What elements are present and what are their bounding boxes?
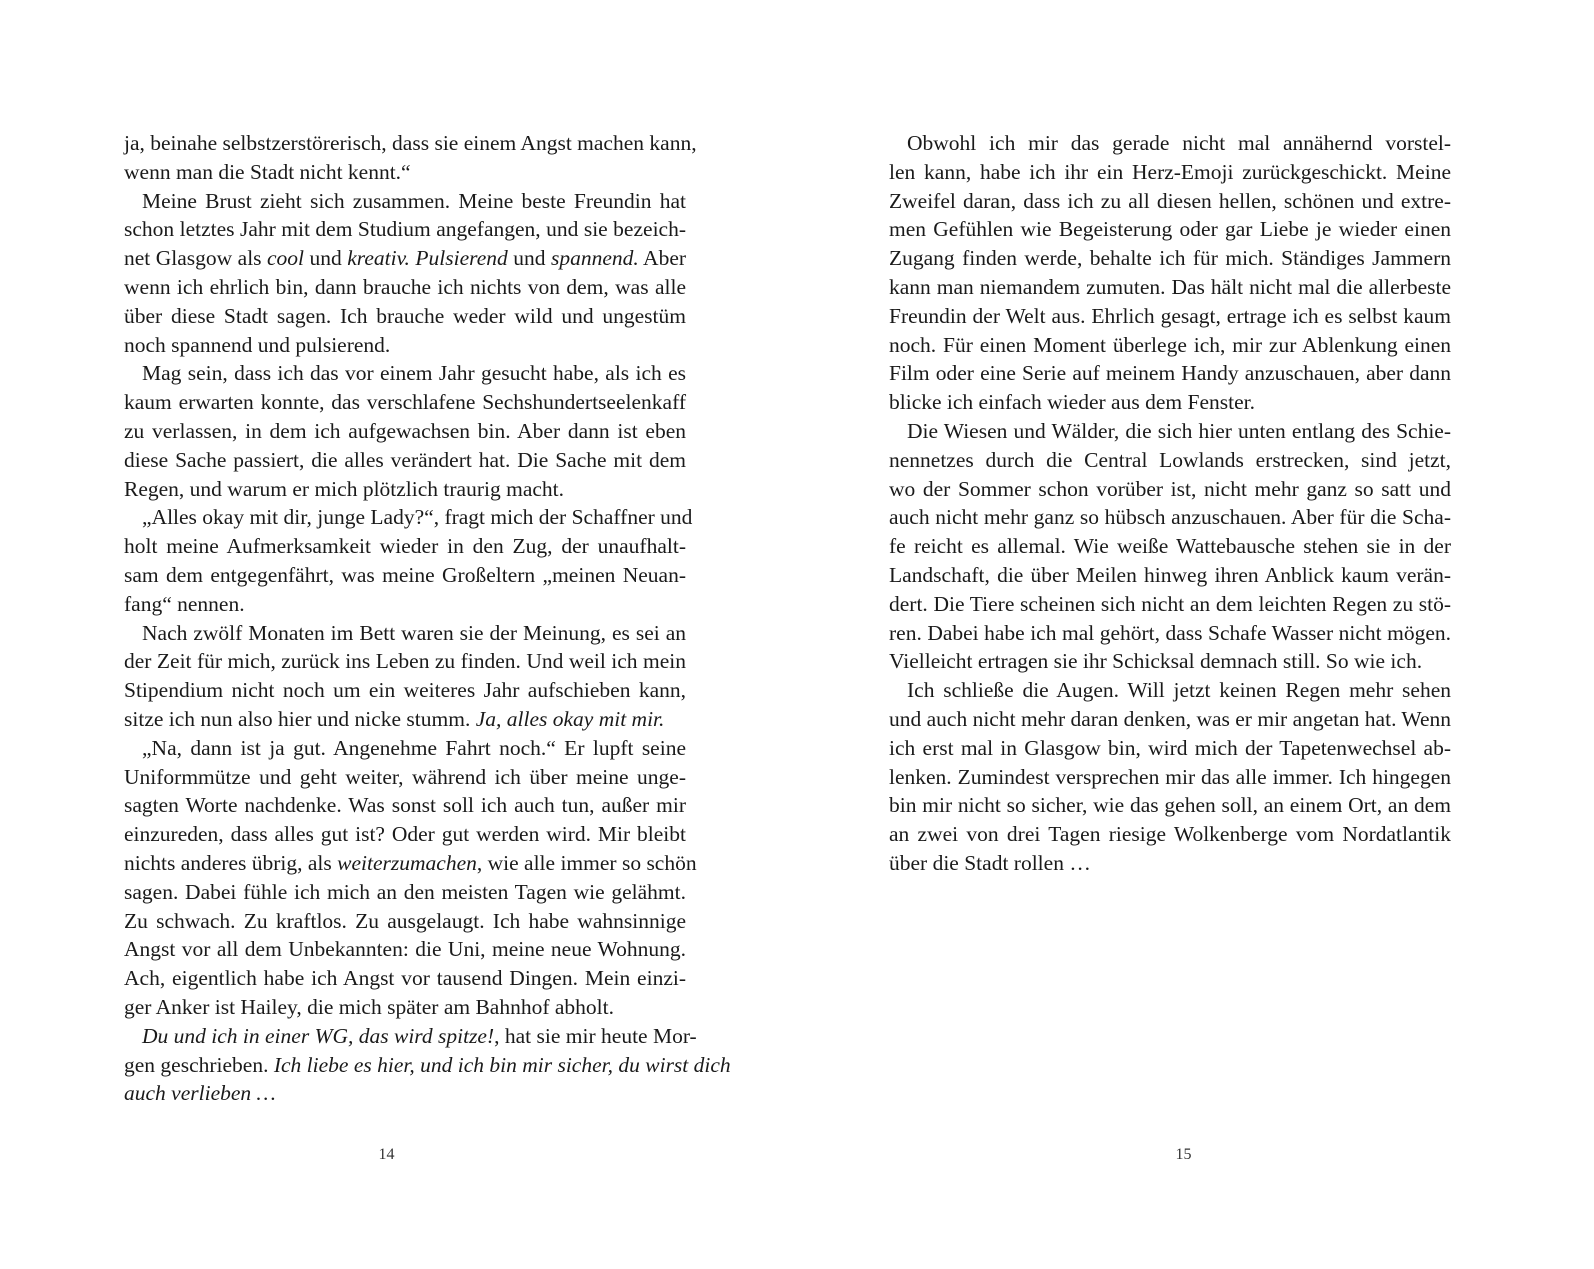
- text-line: Stipendium nicht noch um ein weiteres Jahr aufschieben kann,: [124, 678, 686, 703]
- text-line: dert. Die Tiere scheinen sich nicht an dem leichten Regen zu stö-: [889, 591, 1451, 616]
- text-line: len kann, habe ich ihr ein Herz-Emoji zurückgeschickt. Meine: [889, 159, 1451, 184]
- text-line: ja, beinahe selbstzerstörerisch, dass sie einem Angst machen kann,: [124, 131, 697, 155]
- text-line: Zu schwach. Zu kraftlos. Zu ausgelaugt. Ich habe wahnsinnige: [124, 908, 686, 933]
- text-line: schon letztes Jahr mit dem Studium angefangen, und sie bezeich-: [124, 217, 686, 242]
- text-line: noch spannend und pulsierend.: [124, 332, 391, 357]
- text-line: Meine Brust zieht sich zusammen. Meine beste Freundin hat: [142, 188, 686, 213]
- text-line: Mag sein, dass ich das vor einem Jahr gesucht habe, als ich es: [142, 361, 686, 386]
- right-page-number: 15: [1175, 1146, 1192, 1163]
- text-line: der Zeit für mich, zurück ins Leben zu finden. Und weil ich mein: [124, 649, 686, 674]
- text-line: Uniformmütze und geht weiter, während ich über meine unge-: [124, 764, 686, 789]
- text-line: und auch nicht mehr daran denken, was er mir angetan hat. Wenn: [889, 706, 1452, 731]
- text-line: nennetzes durch die Central Lowlands erstrecken, sind jetzt,: [889, 447, 1451, 472]
- text-line: net Glasgow als cool und kreativ. Pulsierend und spannend. Aber: [124, 246, 687, 271]
- text-line: kann man niemandem zumuten. Das hält nicht mal die allerbeste: [889, 274, 1451, 299]
- text-line: ger Anker ist Hailey, die mich später am Bahnhof abholt.: [124, 994, 614, 1019]
- text-line: sagten Worte nachdenke. Was sonst soll ich auch tun, außer mir: [124, 793, 686, 818]
- right-page: [797, 0, 1594, 1269]
- text-line: sagen. Dabei fühle ich mich an den meisten Tagen wie gelähmt.: [124, 879, 686, 904]
- text-line: über die Stadt rollen …: [889, 850, 1091, 875]
- text-line: sam dem entgegenfährt, was meine Großeltern „meinen Neuan-: [124, 562, 686, 587]
- left-page-number: 14: [378, 1146, 395, 1163]
- right-page-text: [889, 129, 1451, 878]
- text-line: auch nicht mehr ganz so hübsch anzuschauen. Aber für die Scha-: [889, 505, 1451, 530]
- text-line: einzureden, dass alles gut ist? Oder gut werden wird. Mir bleibt: [124, 822, 686, 847]
- text-line: men Gefühlen wie Begeisterung oder gar Liebe je wieder einen: [889, 217, 1451, 242]
- text-line: Freundin der Welt aus. Ehrlich gesagt, ertrage ich es selbst kaum: [889, 303, 1451, 328]
- text-line: blicke ich einfach wieder aus dem Fenster.: [889, 390, 1255, 415]
- text-line: bin mir nicht so sicher, wie das gehen soll, an einem Ort, an dem: [889, 793, 1451, 818]
- text-line: Nach zwölf Monaten im Bett waren sie der Meinung, es sei an: [142, 620, 686, 645]
- text-line: lenken. Zumindest versprechen mir das alle immer. Ich hingegen: [889, 764, 1451, 789]
- text-line: wenn ich ehrlich bin, dann brauche ich nichts von dem, was alle: [124, 274, 686, 299]
- text-line: Regen, und warum er mich plötzlich traurig macht.: [124, 476, 565, 501]
- text-line: fang“ nennen.: [124, 591, 245, 616]
- text-line: „Alles okay mit dir, junge Lady?“, fragt mich der Schaffner und: [142, 505, 693, 530]
- text-line: diese Sache passiert, die alles verändert hat. Die Sache mit dem: [124, 447, 686, 472]
- text-line: Die Wiesen und Wälder, die sich hier unten entlang des Schie-: [907, 418, 1451, 443]
- text-line: wenn man die Stadt nicht kennt.“: [124, 159, 411, 184]
- text-line: nichts anderes übrig, als weiterzumachen, wie alle immer so schön: [124, 850, 697, 875]
- text-line: „Na, dann ist ja gut. Angenehme Fahrt noch.“ Er lupft seine: [142, 735, 686, 760]
- text-line: holt meine Aufmerksamkeit wieder in den Zug, der unaufhalt-: [124, 534, 686, 559]
- text-line: an zwei von drei Tagen riesige Wolkenberge vom Nordatlantik: [889, 822, 1451, 847]
- text-line: zu verlassen, in dem ich aufgewachsen bin. Aber dann ist eben: [124, 418, 686, 443]
- text-line: gen geschrieben. Ich liebe es hier, und ich bin mir sicher, du wirst dich: [124, 1052, 731, 1077]
- text-line: Zweifel daran, dass ich zu all diesen hellen, schönen und extre-: [889, 188, 1451, 213]
- text-line: auch verlieben …: [124, 1081, 276, 1106]
- text-line: Vielleicht ertragen sie ihr Schicksal demnach still. So wie ich.: [889, 649, 1423, 674]
- text-line: kaum erwarten konnte, das verschlafene Sechshundertseelenkaff: [124, 390, 686, 415]
- text-line: Du und ich in einer WG, das wird spitze!, hat sie mir heute Mor-: [142, 1023, 697, 1048]
- text-line: ren. Dabei habe ich mal gehört, dass Schafe Wasser nicht mögen.: [889, 620, 1451, 645]
- text-line: fe reicht es allemal. Wie weiße Wattebausche stehen sie in der: [889, 534, 1451, 559]
- text-line: noch. Für einen Moment überlege ich, mir zur Ablenkung einen: [889, 332, 1451, 357]
- text-line: Zugang finden werde, behalte ich für mich. Ständiges Jammern: [889, 246, 1451, 271]
- text-line: über diese Stadt sagen. Ich brauche weder wild und ungestüm: [124, 303, 686, 328]
- text-line: ich erst mal in Glasgow bin, wird mich der Tapetenwechsel ab-: [889, 735, 1451, 760]
- text-line: sitze ich nun also hier und nicke stumm. Ja, alles okay mit mir.: [124, 706, 665, 731]
- text-line: Ach, eigentlich habe ich Angst vor tausend Dingen. Mein einzi-: [124, 966, 686, 991]
- text-line: Ich schließe die Augen. Will jetzt keinen Regen mehr sehen: [907, 678, 1451, 703]
- text-line: Obwohl ich mir das gerade nicht mal annähernd vorstel-: [907, 131, 1451, 155]
- text-line: Film oder eine Serie auf meinem Handy anzuschauen, aber dann: [889, 361, 1451, 386]
- text-line: Landschaft, die über Meilen hinweg ihren Anblick kaum verän-: [889, 562, 1451, 587]
- left-page-text: [124, 129, 731, 1108]
- text-line: Angst vor all dem Unbekannten: die Uni, meine neue Wohnung.: [124, 937, 686, 962]
- text-line: wo der Sommer schon vorüber ist, nicht mehr ganz so satt und: [889, 476, 1451, 501]
